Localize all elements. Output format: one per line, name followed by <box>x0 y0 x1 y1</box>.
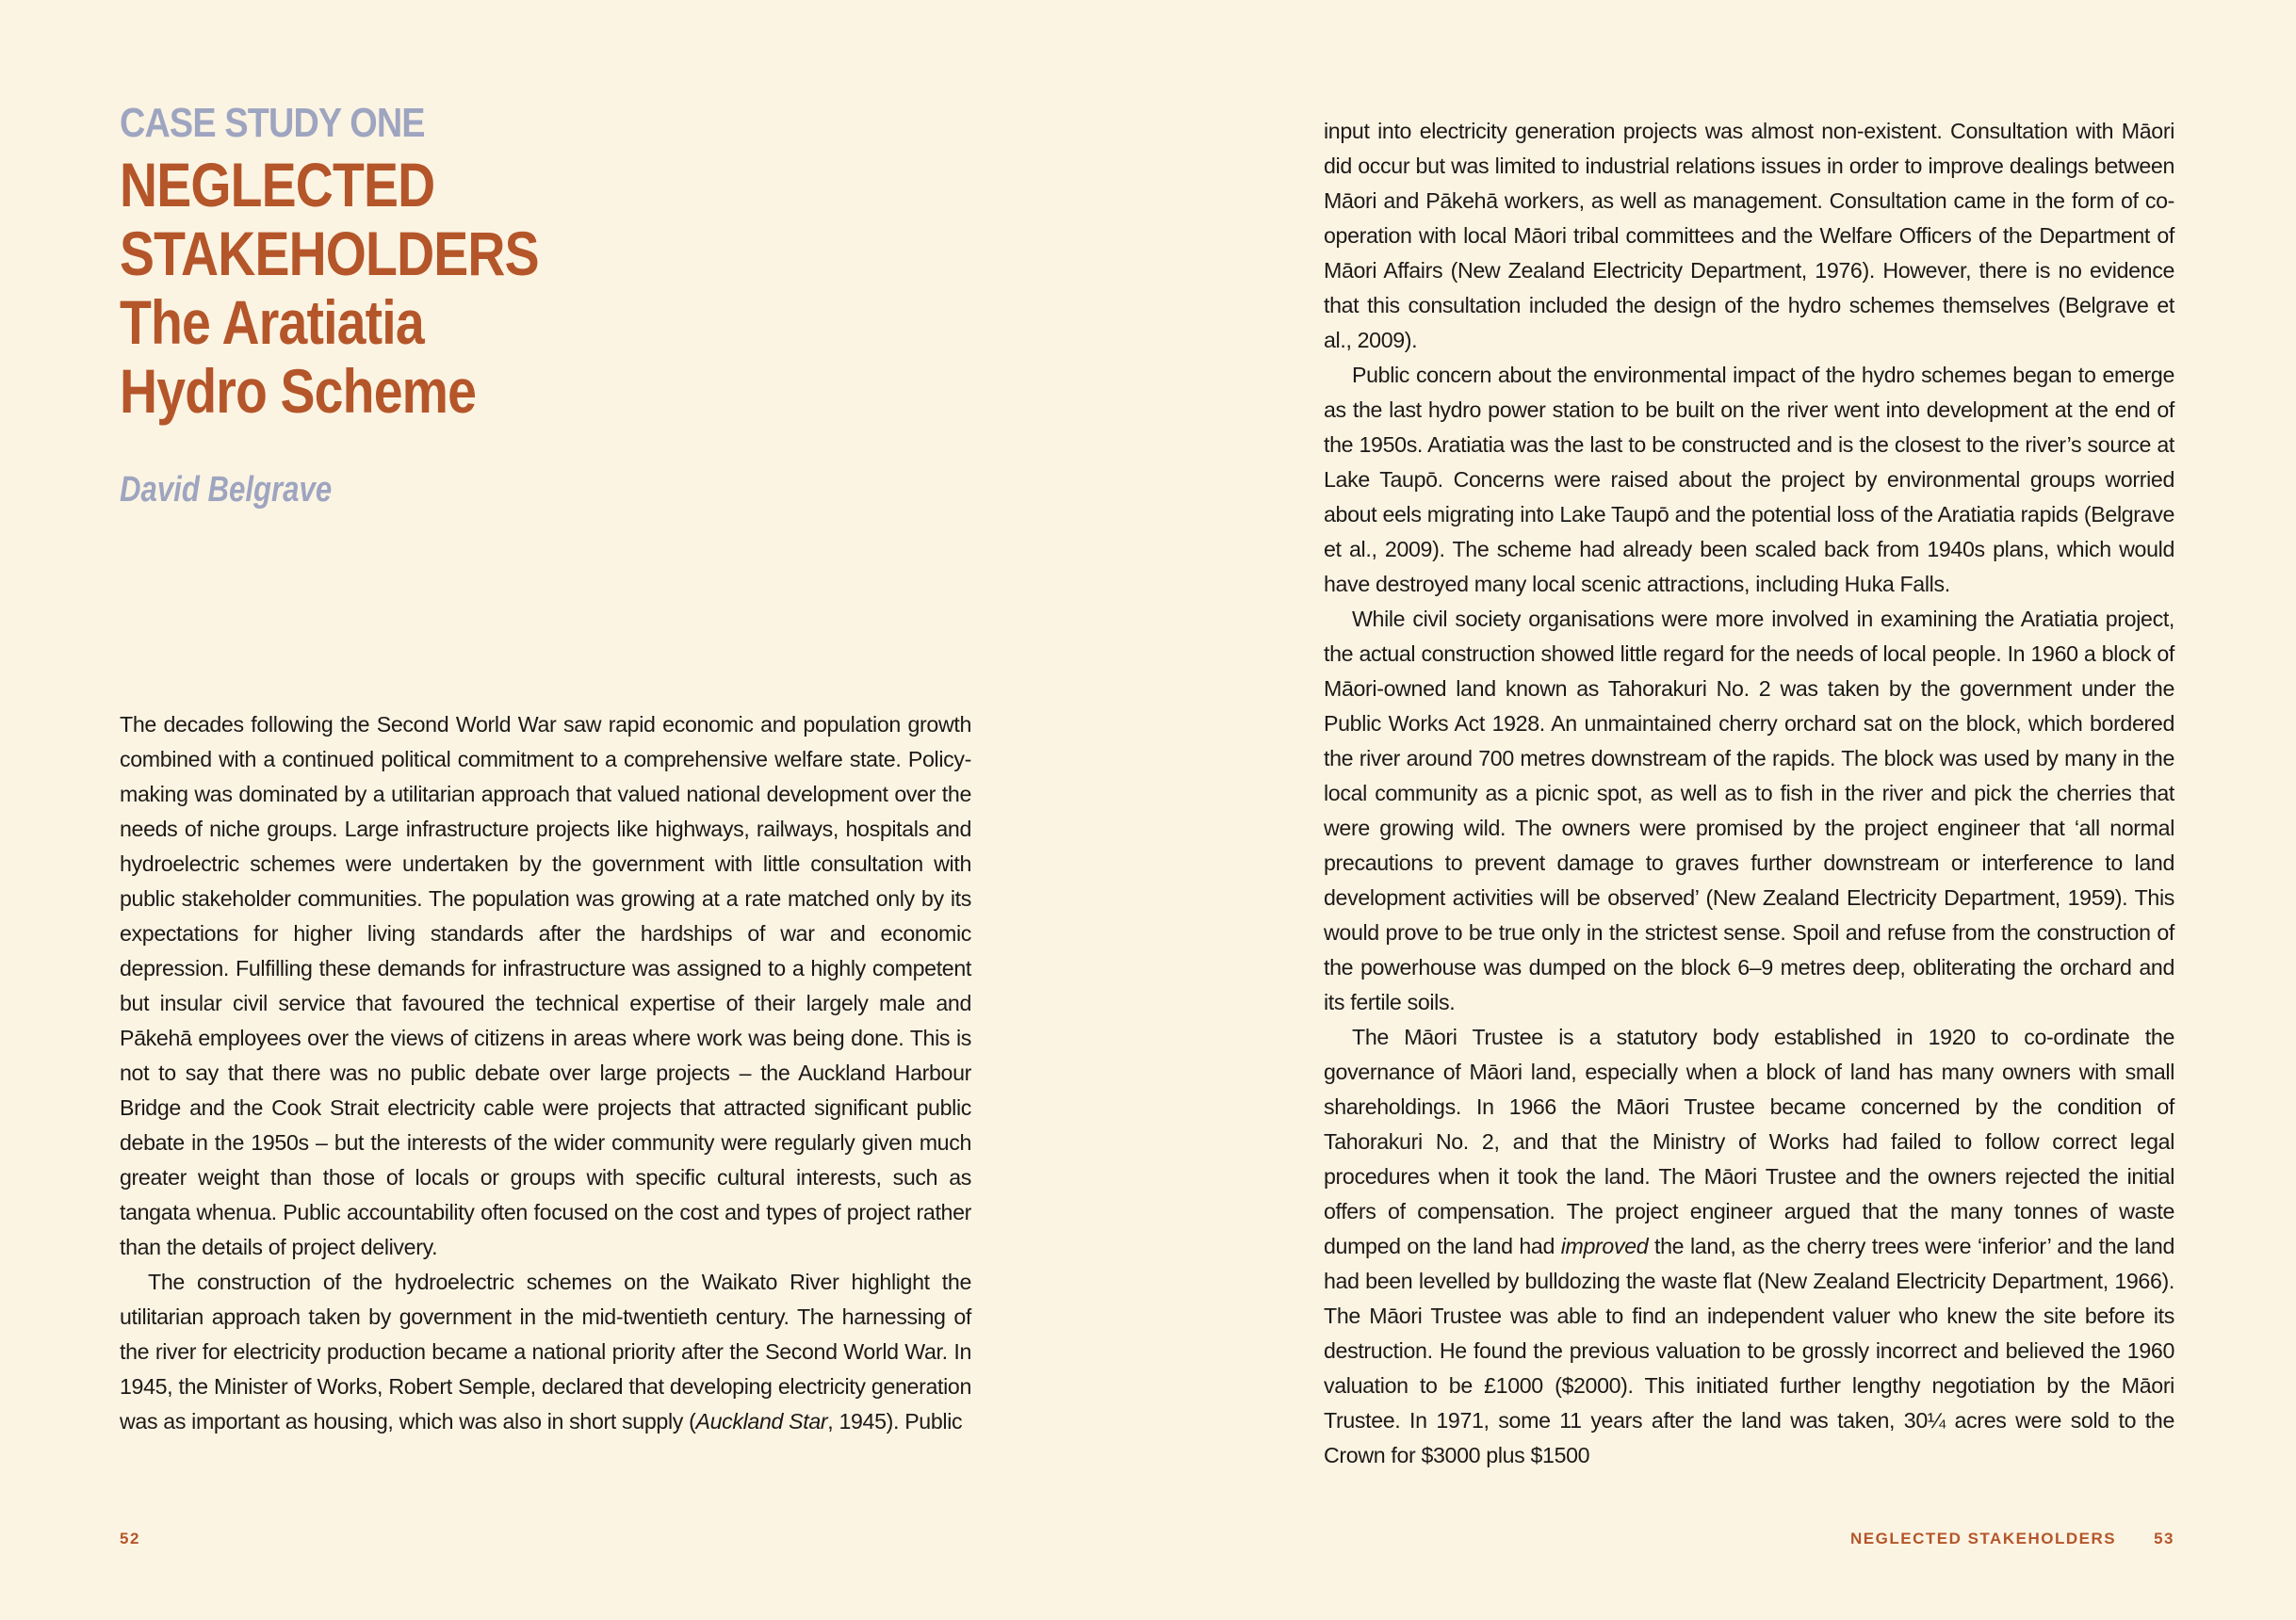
title-line: Hydro Scheme <box>120 356 477 426</box>
title-line: STAKEHOLDERS <box>120 219 539 288</box>
title-line: The Aratiatia <box>120 287 424 357</box>
italic-text: Auckland Star <box>695 1409 828 1434</box>
body-paragraph <box>120 707 971 1265</box>
body-paragraph <box>1324 114 2174 358</box>
title-line: NEGLECTED <box>120 150 435 219</box>
text-run: Public concern about the environmental impact of the hydro schemes began to emerge as the last hydro power station to be built on the river went into development at the end of the 1950s. Aratiatia was the last to be constructed and is the closest to the river’s source at Lake Taupō. Concerns were raised about the project by environmental groups worried about eels migrating into Lake Taupō and the potential loss of the Aratiatia rapids (Belgrave et al., 2009). The scheme had already been scaled back from 1940s plans, which would have destroyed many local scenic attractions, including Huka Falls. <box>1324 363 2174 596</box>
running-head: NEGLECTED STAKEHOLDERS <box>1850 1530 2117 1547</box>
right-body-text <box>1324 114 2174 1473</box>
text-run: , 1945). Public <box>827 1409 963 1434</box>
body-paragraph <box>1324 1020 2174 1473</box>
case-study-kicker: CASE STUDY ONE <box>120 100 425 146</box>
page-number-left: 52 <box>120 1530 140 1547</box>
text-run: The construction of the hydroelectric schemes on the Waikato River highlight the utilitarian approach taken by government in the mid-twentieth century. The harnessing of the river for electricity production became a national priority after the Second World War. In 1945, the Minister of Works, Robert Semple, declared that developing electricity generation was as important as housing, which was also in short supply ( <box>120 1270 971 1434</box>
text-run: The Māori Trustee is a statutory body established in 1920 to co-ordinate the governance of Māori land, especially when a block of land has many owners with small shareholdings. In 1966 the Māori Trustee became concerned by the condition of Tahorakuri No. 2, and that the Ministry of Works had failed to follow correct legal procedures when it took the land. The Māori Trustee and the owners rejected the initial offers of compensation. The project engineer argued that the many tonnes of waste dumped on the land had <box>1324 1025 2174 1258</box>
page-number-right: 53 <box>2154 1530 2174 1547</box>
right-page <box>1148 0 2296 1620</box>
text-run: While civil society organisations were more involved in examining the Aratiatia project, the actual construction showed little regard for the needs of local people. In 1960 a block of Māori-owned land known as Tahorakuri No. 2 was taken by the government under the Public Works Act 1928. An unmaintained cherry orchard sat on the block, which bordered the river around 700 metres downstream of the rapids. The block was used by many in the local community as a picnic spot, as well as to fish in the river and pick the cherries that were growing wild. The owners were promised by the project engineer that ‘all normal precautions to prevent damage to graves further downstream or interference to land development activities will be observed’ (New Zealand Electricity Department, 1959). This would prove to be true only in the strictest sense. Spoil and refuse from the construction of the powerhouse was dumped on the block 6–9 metres deep, obliterating the orchard and its fertile soils. <box>1324 607 2174 1014</box>
body-paragraph <box>1324 358 2174 602</box>
body-paragraph <box>1324 602 2174 1020</box>
chapter-title <box>120 151 539 426</box>
left-body-text <box>120 707 971 1439</box>
text-run: input into electricity generation projects was almost non-existent. Consultation with Māori did occur but was limited to industrial relations issues in order to improve dealings between Māori and Pākehā workers, as well as management. Consultation came in the form of co-operation with local Māori tribal committees and the Welfare Officers of the Department of Māori Affairs (New Zealand Electricity Department, 1976). However, there is no evidence that this consultation included the design of the hydro schemes themselves (Belgrave et al., 2009). <box>1324 119 2174 352</box>
italic-text: improved <box>1560 1234 1649 1258</box>
author-name: David Belgrave <box>120 470 333 510</box>
body-paragraph <box>120 1265 971 1439</box>
text-run: the land, as the cherry trees were ‘inferior’ and the land had been levelled by bulldozing the waste flat (New Zealand Electricity Department, 1966). The Māori Trustee was able to find an independent valuer who knew the site before its destruction. He found the previous valuation to be grossly incorrect and believed the 1960 valuation to be £1000 ($2000). This initiated further lengthy negotiation by the Māori Trustee. In 1971, some 11 years after the land was taken, 30¼ acres were sold to the Crown for $3000 plus $1500 <box>1324 1234 2175 1467</box>
text-run: The decades following the Second World War saw rapid economic and population growth combined with a continued political commitment to a comprehensive welfare state. Policy-making was dominated by a utilitarian approach that valued national development over the needs of niche groups. Large infrastructure projects like highways, railways, hospitals and hydroelectric schemes were undertaken by the government with little consultation with public stakeholder communities. The population was growing at a rate matched only by its expectations for higher living standards after the hardships of war and economic depression. Fulfilling these demands for infrastructure was assigned to a highly competent but insular civil service that favoured the technical expertise of their largely male and Pākehā employees over the views of citizens in areas where work was being done. This is not to say that there was no public debate over large projects – the Auckland Harbour Bridge and the Cook Strait electricity cable were projects that attracted significant public debate in the 1950s – but the interests of the wider community were regularly given much greater weight than those of locals or groups with specific cultural interests, such as tangata whenua. Public accountability often focused on the cost and types of project rather than the details of project delivery. <box>120 712 971 1259</box>
footer-right <box>1850 1530 2174 1548</box>
